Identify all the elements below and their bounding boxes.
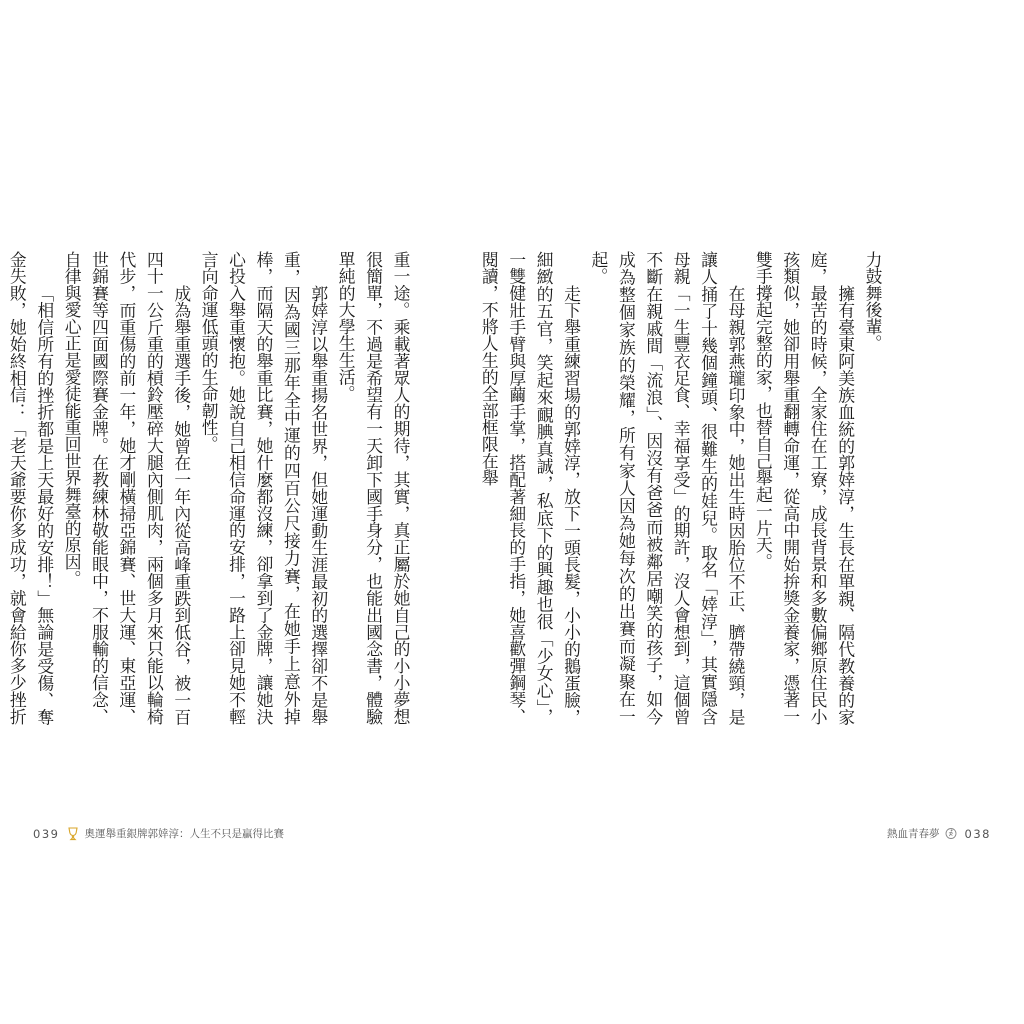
- paragraph: 郭婞淳以舉重揚名世界，但她運動生涯最初的選擇卻不是舉重，因為國三那年全中運的四百公尺接力賽，在她手上意外掉棒，而隔天的舉重比賽，她什麼都沒練，卻拿到了金牌，讓她決心投入舉重懷抱。她說自己相信命運的安排，一路上卻見她不輕言向命運低頭的生命韌性。: [199, 251, 329, 725]
- trophy-icon: [68, 827, 78, 841]
- left-page-number: 039: [33, 826, 60, 841]
- paragraph: 「相信所有的挫折都是上天最好的安排！」無論是受傷、奪金失敗，她始終相信：「老天爺要你多成功，就會給你多少挫折: [7, 251, 55, 725]
- right-page-section-title: 熱血青春夢: [887, 828, 940, 840]
- left-page-chapter-title: 奧運舉重銀牌郭婞淳：人生不只是贏得比賽: [84, 828, 284, 840]
- right-page-footer: [887, 826, 991, 841]
- right-page: [479, 0, 1024, 1024]
- paragraph: 重一途。乘載著眾人的期待，其實，真正屬於她自己的小小夢想很簡單，不過是希望有一天卸下國手身分，也能出國念書，體驗單純的大學生生活。: [336, 251, 411, 725]
- paragraph: 在母親郭燕瓏印象中，她出生時因胎位不正、臍帶繞頸，是讓人捅了十幾個鐘頭、很難生的娃兒。取名「婞淳」，其實隱含母親「一生豐衣足食、幸福享受」的期許，沒人會想到，這個曾不斷在親戚間「流浪」、因沒有爸爸而被鄰居嘲笑的孩子，如今成為整個家族的榮耀，所有家人因為她每次的出賽而凝聚在一起。: [588, 251, 746, 725]
- left-page-footer: [33, 826, 284, 841]
- runner-icon: [945, 827, 957, 840]
- paragraph: 成為舉重選手後，她曾在一年內從高峰重跌到低谷，被一百四十一公斤重的槓鈴壓碎大腿內側肌肉，兩個多月來只能以輪椅代步，而重傷的前一年，她才剛橫掃亞錦賽、世大運、東亞運、世錦賽等四面國際賽金牌。在教練林敬能眼中，不服輸的信念、自律與愛心正是愛徒能重回世界舞臺的原因。: [62, 251, 192, 725]
- right-page-body-text: [475, 251, 886, 725]
- left-page-body-text: [0, 251, 414, 725]
- right-page-number: 038: [964, 826, 991, 841]
- paragraph: 力鼓舞後輩。: [863, 251, 883, 352]
- paragraph: 擁有臺東阿美族血統的郭婞淳，生長在單親、隔代教養的家庭，最苦的時候，全家住在工寮，成長背景和多數偏鄉原住民小孩類似，她卻用舉重翻轉命運，從高中開始拚獎金養家，憑著一雙手撐起完整的家，也替自己舉起一片天。: [753, 251, 856, 725]
- paragraph: 走下舉重練習場的郭婞淳，放下一頭長髮，小小的鵝蛋臉，細緻的五官，笑起來靦腆真誠，私底下的興趣也很「少女心」，一雙健壯手臂與厚繭手掌，搭配著細長的手指，她喜歡彈鋼琴、閱讀，不將人生的全部框限在舉: [479, 251, 582, 725]
